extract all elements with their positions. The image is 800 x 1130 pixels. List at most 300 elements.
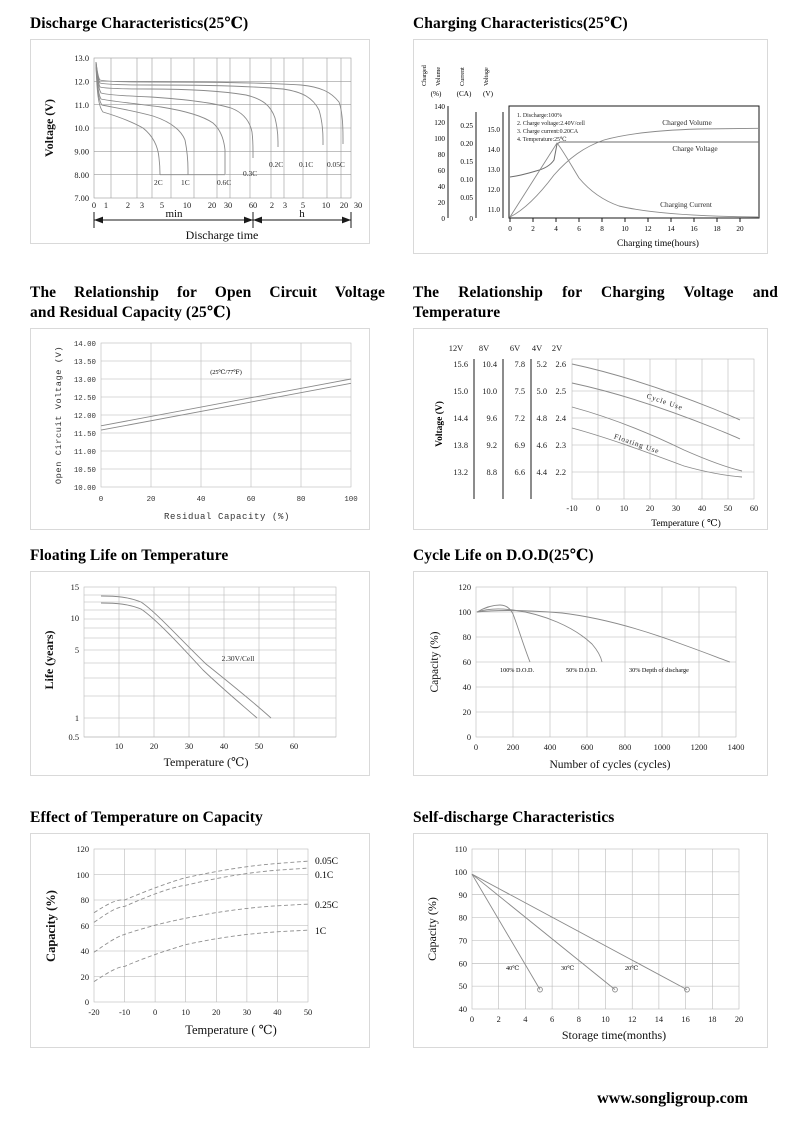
panel-cycle-life-title: Cycle Life on D.O.D(25℃) xyxy=(413,547,594,564)
svg-text:0: 0 xyxy=(595,504,601,513)
svg-text:60: 60 xyxy=(749,504,759,513)
svg-text:8.00: 8.00 xyxy=(74,170,89,180)
discharge-y-axis-title: Voltage (V) xyxy=(42,99,56,157)
svg-text:0: 0 xyxy=(98,496,104,504)
svg-text:0: 0 xyxy=(469,215,473,223)
figure-cvt xyxy=(413,328,768,530)
svg-text:100: 100 xyxy=(454,868,467,877)
svg-text:60: 60 xyxy=(246,496,256,504)
panel-discharge xyxy=(30,14,390,244)
series-label-1c: 1C xyxy=(181,178,190,187)
self-discharge-label-40c: 40℃ xyxy=(506,965,520,972)
figure-temp-capacity xyxy=(30,833,370,1048)
floating-life-chart-svg xyxy=(31,572,369,775)
ocv-chart-svg xyxy=(31,329,369,529)
cycle-life-x-ticks xyxy=(474,743,744,752)
svg-text:2.3: 2.3 xyxy=(555,441,566,450)
panel-temp-capacity xyxy=(30,808,390,1048)
svg-text:4: 4 xyxy=(554,225,558,233)
figure-cycle-life xyxy=(413,571,768,776)
temp-capacity-x-axis-title: Temperature ( ℃) xyxy=(185,1023,277,1037)
panel-floating-life-title: Floating Life on Temperature xyxy=(30,547,229,564)
self-discharge-label-30c: 30℃ xyxy=(561,965,575,972)
cvt-x-axis-title: Temperature ( ℃) xyxy=(651,519,721,529)
svg-text:12: 12 xyxy=(644,225,652,233)
panel-discharge-title: Discharge Characteristics(25℃) xyxy=(30,15,249,32)
svg-text:50: 50 xyxy=(723,504,733,513)
svg-text:13.0: 13.0 xyxy=(487,166,500,174)
charging-x-axis-title: Charging time(hours) xyxy=(617,239,699,249)
svg-text:9.6: 9.6 xyxy=(486,414,497,423)
svg-text:16: 16 xyxy=(690,225,698,233)
series-label-2c: 2C xyxy=(154,178,163,187)
series-label-005c: 0.05C xyxy=(327,160,345,169)
svg-text:80: 80 xyxy=(437,151,445,159)
svg-text:100: 100 xyxy=(458,608,471,617)
temp-capacity-y-ticks xyxy=(76,845,89,1007)
svg-text:14.00: 14.00 xyxy=(73,341,96,349)
svg-text:15.0: 15.0 xyxy=(487,126,500,134)
svg-text:10.00: 10.00 xyxy=(73,485,96,493)
svg-text:15.6: 15.6 xyxy=(453,360,468,369)
panel-cvt-title-line1: The Relationship for Charging Voltage and xyxy=(413,284,778,301)
svg-text:8: 8 xyxy=(576,1015,581,1024)
discharge-y-ticks xyxy=(74,54,89,203)
svg-text:6.9: 6.9 xyxy=(514,441,525,450)
svg-text:120: 120 xyxy=(76,845,89,854)
charging-label-charged-volume: Charged Volume xyxy=(662,118,712,127)
temp-capacity-chart-svg xyxy=(31,834,369,1047)
charging-axis-names xyxy=(421,64,494,98)
svg-text:0: 0 xyxy=(441,215,445,223)
cvt-cycle-upper xyxy=(572,364,740,420)
ocv-grid xyxy=(101,343,351,487)
svg-text:60: 60 xyxy=(248,201,258,210)
discharge-series-labels xyxy=(154,160,345,187)
self-discharge-y-axis-title: Capacity (%) xyxy=(425,897,439,961)
svg-text:10: 10 xyxy=(321,201,331,210)
self-discharge-label-20c: 20℃ xyxy=(625,965,639,972)
svg-text:40: 40 xyxy=(80,947,89,956)
svg-text:50: 50 xyxy=(458,982,467,992)
svg-text:10.0: 10.0 xyxy=(74,124,89,134)
svg-text:7.8: 7.8 xyxy=(514,360,525,369)
cvt-label-floating-use: Floating Use xyxy=(612,431,661,456)
self-discharge-line-40c xyxy=(472,874,540,989)
panel-ocv xyxy=(30,283,390,530)
svg-text:200: 200 xyxy=(506,743,520,752)
svg-text:12: 12 xyxy=(628,1015,637,1024)
svg-text:11.50: 11.50 xyxy=(73,431,96,439)
axis-name-voltage: Voltage xyxy=(483,67,490,86)
cycle-curve-100dod xyxy=(477,605,530,662)
cycle-label-30dod: 30% Depth of discharge xyxy=(629,667,689,674)
svg-text:1000: 1000 xyxy=(653,743,671,752)
cycle-curve-50dod xyxy=(477,609,602,662)
temp-label-1c: 1C xyxy=(315,927,327,937)
svg-text:14.4: 14.4 xyxy=(453,414,468,423)
svg-text:110: 110 xyxy=(454,845,467,854)
svg-text:13.2: 13.2 xyxy=(453,468,468,477)
svg-text:40: 40 xyxy=(273,1008,282,1017)
svg-text:18: 18 xyxy=(708,1015,717,1024)
cvt-header-6v: 6V xyxy=(509,344,521,353)
svg-text:20: 20 xyxy=(146,496,156,504)
svg-text:5.0: 5.0 xyxy=(536,387,547,396)
svg-text:8.8: 8.8 xyxy=(486,468,497,477)
svg-text:50: 50 xyxy=(254,742,264,751)
temp-curve-01c xyxy=(94,868,308,922)
svg-text:1400: 1400 xyxy=(727,743,745,752)
cycle-life-x-axis-title: Number of cycles (cycles) xyxy=(549,759,671,771)
svg-text:-20: -20 xyxy=(88,1008,100,1017)
figure-floating-life xyxy=(30,571,370,776)
discharge-curves xyxy=(96,62,343,175)
svg-text:2.4: 2.4 xyxy=(555,414,566,423)
cycle-life-y-ticks xyxy=(458,583,471,742)
ocv-band-upper xyxy=(101,379,351,426)
temp-capacity-x-ticks xyxy=(88,1008,312,1017)
svg-text:140: 140 xyxy=(434,103,445,111)
svg-text:40: 40 xyxy=(196,496,206,504)
discharge-segment-bar xyxy=(94,208,351,228)
svg-text:60: 60 xyxy=(80,922,89,931)
temp-label-01c: 0.1C xyxy=(315,871,334,881)
svg-text:3: 3 xyxy=(139,201,145,210)
svg-text:12.50: 12.50 xyxy=(73,395,96,403)
svg-text:14: 14 xyxy=(667,225,675,233)
self-discharge-x-axis-title: Storage time(months) xyxy=(561,1028,667,1042)
svg-text:9.2: 9.2 xyxy=(486,441,497,450)
floating-life-y-axis-title: Life (years) xyxy=(42,630,56,690)
discharge-segment-min: min xyxy=(165,208,183,220)
cvt-scale-rules xyxy=(474,359,531,499)
charging-x-ticks xyxy=(508,218,744,233)
svg-text:60: 60 xyxy=(458,959,467,969)
svg-text:40: 40 xyxy=(437,183,445,191)
temp-capacity-y-axis-title: Capacity (%) xyxy=(44,890,58,962)
svg-text:10: 10 xyxy=(182,201,192,210)
svg-text:5: 5 xyxy=(74,646,79,655)
discharge-chart-svg xyxy=(31,40,369,243)
svg-text:20: 20 xyxy=(212,1008,221,1017)
floating-life-grid xyxy=(84,587,336,737)
axis-name-current: Current xyxy=(459,67,466,86)
svg-text:0.15: 0.15 xyxy=(460,158,473,166)
svg-text:18: 18 xyxy=(713,225,721,233)
svg-text:2.6: 2.6 xyxy=(555,360,566,369)
series-label-01c: 0.1C xyxy=(299,160,314,169)
self-discharge-x-ticks xyxy=(470,1015,743,1024)
svg-text:1: 1 xyxy=(74,714,79,723)
svg-text:10: 10 xyxy=(621,225,629,233)
svg-text:10.0: 10.0 xyxy=(482,387,497,396)
svg-text:70: 70 xyxy=(458,936,467,946)
svg-text:20: 20 xyxy=(149,742,159,751)
ocv-x-ticks xyxy=(99,496,358,504)
svg-text:6: 6 xyxy=(550,1015,555,1024)
svg-text:100: 100 xyxy=(434,135,445,143)
svg-text:0: 0 xyxy=(84,998,89,1007)
svg-text:0: 0 xyxy=(466,733,471,742)
ocv-band-lower xyxy=(101,383,351,430)
discharge-segment-h: h xyxy=(299,208,305,220)
svg-text:30: 30 xyxy=(242,1008,252,1017)
charging-note-3: 3. Charge current:0.20CA xyxy=(517,129,579,135)
svg-text:13.8: 13.8 xyxy=(453,441,468,450)
svg-text:800: 800 xyxy=(618,743,632,752)
discharge-x-axis-title: Discharge time xyxy=(185,228,259,242)
svg-text:10: 10 xyxy=(114,742,124,751)
charging-note-4: 4. Temperature:25℃ xyxy=(517,137,567,143)
discharge-x-ticks xyxy=(92,201,362,210)
svg-text:0: 0 xyxy=(469,1015,475,1024)
svg-text:90: 90 xyxy=(458,890,467,900)
panel-self-discharge-title: Self-discharge Characteristics xyxy=(413,809,615,826)
svg-text:80: 80 xyxy=(80,896,89,905)
svg-text:7.00: 7.00 xyxy=(74,194,89,204)
svg-text:600: 600 xyxy=(580,743,594,752)
cvt-cycle-lower xyxy=(572,383,740,439)
temp-curve-025c xyxy=(94,904,308,952)
panel-charging-title: Charging Characteristics(25℃) xyxy=(413,15,628,32)
cycle-life-y-axis-title: Capacity (%) xyxy=(429,631,441,693)
panel-cycle-life xyxy=(413,546,783,776)
svg-text:-10: -10 xyxy=(566,504,578,513)
ocv-annotation: (25℃/77℉) xyxy=(210,369,242,376)
svg-text:15.0: 15.0 xyxy=(453,387,468,396)
svg-text:20: 20 xyxy=(736,225,744,233)
svg-text:20: 20 xyxy=(207,201,217,210)
svg-text:0.20: 0.20 xyxy=(460,140,473,148)
svg-text:40: 40 xyxy=(219,742,229,751)
temp-capacity-grid xyxy=(94,849,308,1002)
svg-text:120: 120 xyxy=(434,119,445,127)
svg-text:80: 80 xyxy=(458,913,467,923)
ocv-y-axis-title: Open Circuit Voltage (V) xyxy=(54,345,64,485)
svg-text:13.50: 13.50 xyxy=(73,359,96,367)
svg-text:6.6: 6.6 xyxy=(514,468,525,477)
svg-text:4.6: 4.6 xyxy=(536,441,547,450)
cvt-header-12v: 12V xyxy=(448,344,464,353)
floating-life-y-ticks xyxy=(69,583,79,742)
svg-text:8: 8 xyxy=(600,225,604,233)
axis-unit-ca: (CA) xyxy=(456,90,472,98)
svg-text:5.2: 5.2 xyxy=(536,360,547,369)
discharge-grid xyxy=(94,58,351,198)
floating-life-x-ticks xyxy=(115,742,298,751)
panel-floating-life xyxy=(30,546,390,776)
svg-text:0: 0 xyxy=(153,1008,158,1017)
self-discharge-line-30c xyxy=(472,874,615,989)
svg-text:4: 4 xyxy=(523,1015,528,1024)
svg-text:0: 0 xyxy=(473,743,479,752)
cvt-plot xyxy=(566,359,758,513)
charging-label-charge-voltage: Charge Voltage xyxy=(672,144,718,153)
cycle-life-chart-svg xyxy=(414,572,767,775)
svg-text:15: 15 xyxy=(70,583,79,592)
panel-ocv-title-line2: and Residual Capacity (25℃) xyxy=(30,304,231,321)
svg-text:80: 80 xyxy=(462,633,471,642)
svg-text:400: 400 xyxy=(543,743,557,752)
svg-text:2: 2 xyxy=(531,225,535,233)
curve-charging-current xyxy=(510,143,758,217)
series-label-02c: 0.2C xyxy=(269,160,284,169)
svg-text:20: 20 xyxy=(734,1015,744,1024)
floating-life-annotation: 2.30V/Cell xyxy=(221,654,255,663)
svg-text:80: 80 xyxy=(296,496,306,504)
panel-charge-voltage-temp xyxy=(413,283,783,530)
charging-note-1: 1. Discharge:100% xyxy=(517,113,563,119)
svg-text:2.2: 2.2 xyxy=(555,468,566,477)
svg-text:30: 30 xyxy=(223,201,233,210)
svg-text:5: 5 xyxy=(159,201,165,210)
svg-text:4.8: 4.8 xyxy=(536,414,547,423)
svg-text:16: 16 xyxy=(681,1015,690,1024)
svg-text:20: 20 xyxy=(80,973,89,982)
svg-text:14.0: 14.0 xyxy=(487,146,500,154)
svg-text:30: 30 xyxy=(184,742,194,751)
svg-text:20: 20 xyxy=(462,708,471,717)
ocv-x-axis-title: Residual Capacity (%) xyxy=(163,512,291,522)
svg-text:13.00: 13.00 xyxy=(73,377,96,385)
figure-self-discharge xyxy=(413,833,768,1048)
svg-text:10.4: 10.4 xyxy=(482,360,497,369)
svg-text:11.0: 11.0 xyxy=(74,100,89,110)
cvt-label-cycle-use: Cycle Use xyxy=(645,391,685,413)
svg-text:0: 0 xyxy=(508,225,512,233)
self-discharge-grid xyxy=(472,849,739,1009)
svg-text:3: 3 xyxy=(282,201,288,210)
axis-name-volume: Volume xyxy=(435,66,442,86)
svg-text:30: 30 xyxy=(671,504,681,513)
temp-label-025c: 0.25C xyxy=(315,901,338,911)
svg-text:100: 100 xyxy=(344,496,358,504)
svg-text:0.5: 0.5 xyxy=(68,733,79,742)
temp-capacity-series-labels xyxy=(315,857,338,937)
svg-text:7.2: 7.2 xyxy=(514,414,525,423)
figure-ocv xyxy=(30,328,370,530)
svg-text:11.0: 11.0 xyxy=(487,206,500,214)
cvt-header-4v: 4V xyxy=(531,344,543,353)
svg-text:11.00: 11.00 xyxy=(73,449,96,457)
svg-text:4.4: 4.4 xyxy=(536,468,547,477)
svg-text:30: 30 xyxy=(353,201,363,210)
svg-text:10: 10 xyxy=(619,504,629,513)
cvt-scale-headers xyxy=(449,344,562,353)
svg-text:50: 50 xyxy=(303,1008,313,1017)
self-discharge-y-ticks xyxy=(454,845,467,1014)
svg-text:12.0: 12.0 xyxy=(74,77,89,87)
panel-cvt-title xyxy=(413,283,778,323)
cvt-x-ticks xyxy=(566,504,758,513)
svg-text:1200: 1200 xyxy=(690,743,708,752)
self-discharge-chart-svg xyxy=(414,834,767,1047)
svg-text:10: 10 xyxy=(181,1008,190,1017)
footer-url[interactable]: www.songligroup.com xyxy=(597,1090,748,1107)
svg-text:10.50: 10.50 xyxy=(73,467,96,475)
cvt-header-8v: 8V xyxy=(478,344,490,353)
figure-discharge xyxy=(30,39,370,244)
svg-text:13.0: 13.0 xyxy=(74,54,89,63)
ocv-y-ticks xyxy=(74,341,96,493)
temp-curve-005c xyxy=(94,861,308,913)
panel-self-discharge xyxy=(413,808,783,1048)
panel-temp-capacity-title: Effect of Temperature on Capacity xyxy=(30,809,263,826)
charging-note-2: 2. Charge voltage:2.40V/cell xyxy=(517,121,585,127)
svg-text:9.00: 9.00 xyxy=(74,147,89,157)
axis-unit-v: (V) xyxy=(483,90,493,98)
svg-text:10: 10 xyxy=(601,1015,610,1024)
charging-left-scales xyxy=(434,103,503,223)
figure-charging xyxy=(413,39,768,254)
floating-life-x-axis-title: Temperature (℃) xyxy=(163,755,249,769)
svg-text:20: 20 xyxy=(437,199,445,207)
svg-text:0: 0 xyxy=(91,201,97,210)
svg-text:12.0: 12.0 xyxy=(487,186,500,194)
svg-text:60: 60 xyxy=(437,167,445,175)
svg-text:10: 10 xyxy=(70,614,79,623)
cycle-life-grid xyxy=(476,587,736,737)
panel-ocv-title-line1: The Relationship for Open Circuit Voltage xyxy=(30,284,385,301)
cycle-label-100dod: 100% D.O.D. xyxy=(500,667,535,674)
self-discharge-line-20c xyxy=(472,874,687,989)
panel-ocv-title xyxy=(30,283,385,323)
cvt-scale-values xyxy=(453,360,566,477)
cvt-chart-svg xyxy=(414,329,767,529)
cycle-label-50dod: 50% D.O.D. xyxy=(566,667,597,674)
svg-text:60: 60 xyxy=(289,742,299,751)
svg-text:5: 5 xyxy=(300,201,306,210)
svg-text:40: 40 xyxy=(458,1005,467,1014)
svg-text:120: 120 xyxy=(458,583,471,592)
svg-text:0.25: 0.25 xyxy=(460,122,473,130)
svg-text:60: 60 xyxy=(462,658,471,667)
cvt-y-axis-title: Voltage (V) xyxy=(435,401,445,447)
svg-text:0.10: 0.10 xyxy=(460,176,473,184)
cvt-header-2v: 2V xyxy=(551,344,563,353)
svg-text:7.5: 7.5 xyxy=(514,387,525,396)
svg-text:20: 20 xyxy=(339,201,349,210)
svg-text:12.00: 12.00 xyxy=(73,413,96,421)
series-label-06c: 0.6C xyxy=(217,178,232,187)
temp-curve-1c xyxy=(94,930,308,981)
svg-text:14: 14 xyxy=(654,1015,664,1024)
axis-name-charged: Charged xyxy=(421,65,428,86)
axis-unit-percent: (%) xyxy=(430,90,442,98)
charging-plot xyxy=(508,106,759,249)
cvt-float-upper xyxy=(572,407,742,471)
charging-label-charging-current: Charging Current xyxy=(660,200,712,209)
panel-charging xyxy=(413,14,783,254)
curve-charge-voltage xyxy=(510,142,759,177)
svg-text:100: 100 xyxy=(76,871,89,880)
panel-cvt-title-line2: Temperature xyxy=(413,304,501,321)
svg-text:2: 2 xyxy=(496,1015,501,1024)
temp-label-005c: 0.05C xyxy=(315,857,338,867)
svg-text:2.5: 2.5 xyxy=(555,387,566,396)
svg-text:2: 2 xyxy=(269,201,275,210)
svg-text:40: 40 xyxy=(697,504,707,513)
svg-text:-10: -10 xyxy=(119,1008,131,1017)
svg-text:20: 20 xyxy=(645,504,655,513)
svg-text:0.05: 0.05 xyxy=(460,194,473,202)
charging-chart-svg xyxy=(414,40,767,253)
charging-notes xyxy=(517,113,585,143)
svg-text:6: 6 xyxy=(577,225,581,233)
svg-text:2: 2 xyxy=(125,201,131,210)
svg-text:1: 1 xyxy=(103,201,109,210)
